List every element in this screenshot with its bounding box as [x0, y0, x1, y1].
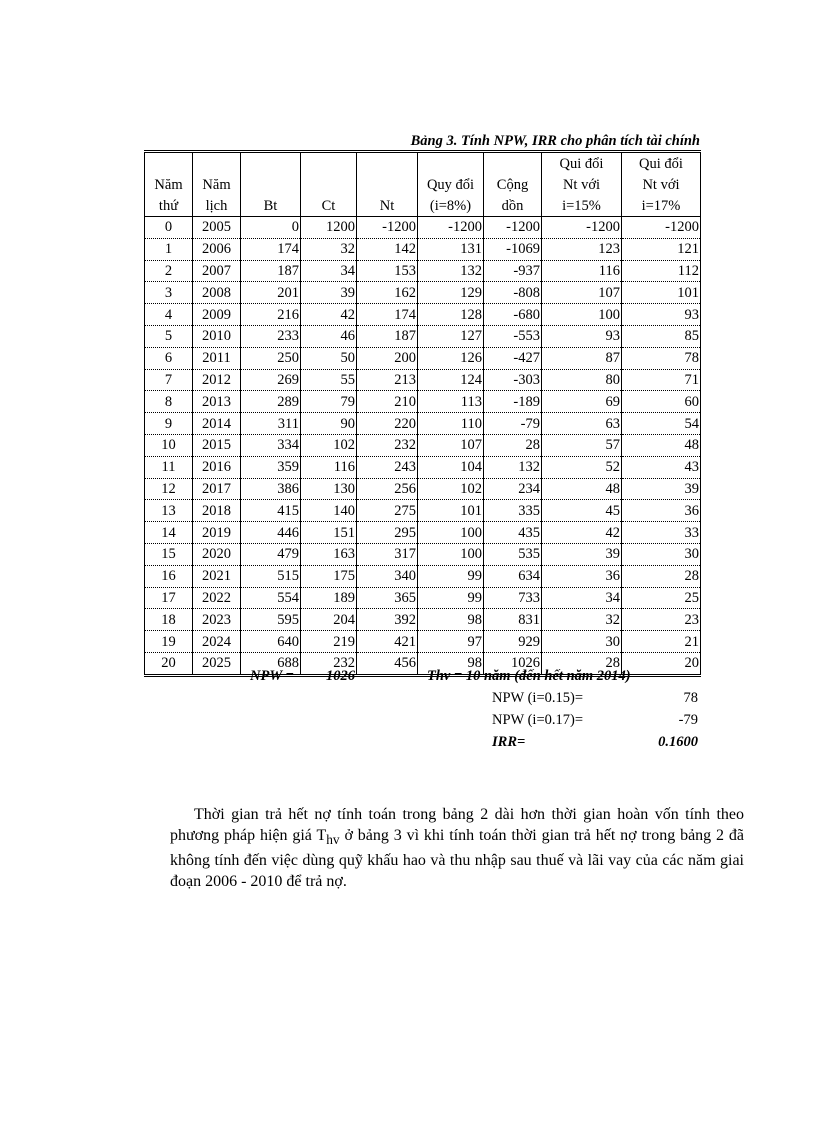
- table-cell: 128: [418, 304, 484, 326]
- table-row: [145, 282, 701, 304]
- table-row: [145, 631, 701, 653]
- table-cell: -303: [484, 369, 542, 391]
- table-cell: -189: [484, 391, 542, 413]
- table-cell: 43: [622, 456, 701, 478]
- table-cell: 14: [145, 522, 193, 544]
- table-cell: 359: [241, 456, 301, 478]
- table-cell: 2017: [193, 478, 241, 500]
- table-cell: 93: [622, 304, 701, 326]
- table-cell: 98: [418, 609, 484, 631]
- table-cell: 13: [145, 500, 193, 522]
- table-cell: 131: [418, 238, 484, 260]
- body-paragraph: [170, 804, 744, 892]
- table-cell: 2005: [193, 217, 241, 239]
- npw-17-label: NPW (i=0.17)=: [492, 712, 584, 728]
- table-cell: 107: [542, 282, 622, 304]
- table-cell: 174: [241, 238, 301, 260]
- table-cell: 100: [542, 304, 622, 326]
- table-cell: 515: [241, 565, 301, 587]
- header-nam-thu-line1: Năm: [145, 174, 193, 195]
- table-cell: 85: [622, 325, 701, 347]
- table-cell: 15: [145, 543, 193, 565]
- table-cell: 250: [241, 347, 301, 369]
- table-cell: 634: [484, 565, 542, 587]
- table-cell: 80: [542, 369, 622, 391]
- table-cell: -553: [484, 325, 542, 347]
- table-cell: 595: [241, 609, 301, 631]
- table-cell: 102: [301, 434, 357, 456]
- table-cell: 93: [542, 325, 622, 347]
- table-cell: 153: [357, 260, 418, 282]
- table-cell: -1069: [484, 238, 542, 260]
- table-cell: 48: [542, 478, 622, 500]
- header-quy-doi-line2: (i=8%): [418, 195, 484, 217]
- table-row: [145, 238, 701, 260]
- table-cell: 2010: [193, 325, 241, 347]
- table-cell: 107: [418, 434, 484, 456]
- table-cell: 112: [622, 260, 701, 282]
- table-cell: 21: [622, 631, 701, 653]
- header-qui-doi-15-line2: Nt với: [542, 174, 622, 195]
- table-cell: 929: [484, 631, 542, 653]
- table-cell: 113: [418, 391, 484, 413]
- table-cell: 256: [357, 478, 418, 500]
- table-cell: 2011: [193, 347, 241, 369]
- table-cell: 50: [301, 347, 357, 369]
- table-cell: 30: [622, 543, 701, 565]
- table-cell: 45: [542, 500, 622, 522]
- table-row: [145, 456, 701, 478]
- table-cell: 6: [145, 347, 193, 369]
- table-cell: 216: [241, 304, 301, 326]
- npw-15-value: 78: [683, 690, 698, 706]
- table-cell: 16: [145, 565, 193, 587]
- table-cell: 2023: [193, 609, 241, 631]
- table-cell: 2016: [193, 456, 241, 478]
- table-cell: 79: [301, 391, 357, 413]
- header-quy-doi-line1: Quy đổi: [418, 174, 484, 195]
- table-row: [145, 565, 701, 587]
- table-cell: 12: [145, 478, 193, 500]
- header-nam-lich-line2: lịch: [193, 195, 241, 217]
- table-cell: 2009: [193, 304, 241, 326]
- table-cell: 2015: [193, 434, 241, 456]
- table-cell: 20: [622, 652, 701, 675]
- table-cell: 2013: [193, 391, 241, 413]
- table-cell: 23: [622, 609, 701, 631]
- table-cell: 100: [418, 522, 484, 544]
- table-cell: 102: [418, 478, 484, 500]
- table-cell: 116: [301, 456, 357, 478]
- table-cell: 34: [301, 260, 357, 282]
- table-cell: 0: [145, 217, 193, 239]
- table-cell: 71: [622, 369, 701, 391]
- table-cell: 456: [357, 652, 418, 675]
- table-cell: 2021: [193, 565, 241, 587]
- header-qui-doi-17-line1: Qui đổi: [622, 152, 701, 175]
- table-cell: 415: [241, 500, 301, 522]
- table-cell: -1200: [357, 217, 418, 239]
- table-cell: 36: [622, 500, 701, 522]
- table-cell: 28: [622, 565, 701, 587]
- payback-period: Thv = 10 năm (đến hết năm 2014): [427, 668, 631, 684]
- table-cell: 2022: [193, 587, 241, 609]
- table-cell: 33: [622, 522, 701, 544]
- table-cell: 36: [542, 565, 622, 587]
- table-cell: 32: [301, 238, 357, 260]
- table-cell: 28: [542, 652, 622, 675]
- table-cell: 63: [542, 413, 622, 435]
- table-cell: 219: [301, 631, 357, 653]
- table-row: [145, 217, 701, 239]
- table-cell: 446: [241, 522, 301, 544]
- header-nt: Nt: [357, 195, 418, 217]
- table-cell: 69: [542, 391, 622, 413]
- table-cell: 163: [301, 543, 357, 565]
- table-cell: 39: [301, 282, 357, 304]
- table-row: [145, 609, 701, 631]
- table-row: [145, 434, 701, 456]
- table-cell: 34: [542, 587, 622, 609]
- header-cong-don-line1: Cộng: [484, 174, 542, 195]
- table-cell: 174: [357, 304, 418, 326]
- table-row: [145, 260, 701, 282]
- table-cell: 129: [418, 282, 484, 304]
- table-cell: 187: [241, 260, 301, 282]
- table-cell: 2018: [193, 500, 241, 522]
- table-cell: 831: [484, 609, 542, 631]
- table-cell: 1026: [484, 652, 542, 675]
- irr-label: IRR=: [492, 734, 526, 750]
- table-cell: 2014: [193, 413, 241, 435]
- table-cell: 30: [542, 631, 622, 653]
- table-cell: 201: [241, 282, 301, 304]
- header-bt: Bt: [241, 195, 301, 217]
- npw-label: NPW =: [250, 668, 294, 684]
- npw-15-label: NPW (i=0.15)=: [492, 690, 584, 706]
- table-cell: 162: [357, 282, 418, 304]
- table-cell: 335: [484, 500, 542, 522]
- table-cell: 233: [241, 325, 301, 347]
- table-cell: 48: [622, 434, 701, 456]
- table-cell: 2008: [193, 282, 241, 304]
- table-cell: 7: [145, 369, 193, 391]
- table-cell: 435: [484, 522, 542, 544]
- table-cell: 2024: [193, 631, 241, 653]
- table-cell: 99: [418, 565, 484, 587]
- table-cell: 232: [357, 434, 418, 456]
- table-cell: -680: [484, 304, 542, 326]
- table-cell: 2006: [193, 238, 241, 260]
- table-cell: 54: [622, 413, 701, 435]
- paragraph-subscript: hv: [326, 832, 340, 848]
- table-cell: -79: [484, 413, 542, 435]
- table-cell: 52: [542, 456, 622, 478]
- table-row: [145, 304, 701, 326]
- table-cell: -808: [484, 282, 542, 304]
- table-cell: 479: [241, 543, 301, 565]
- table-cell: 78: [622, 347, 701, 369]
- table-cell: 2025: [193, 652, 241, 675]
- table-cell: 130: [301, 478, 357, 500]
- table-cell: 640: [241, 631, 301, 653]
- table-cell: -427: [484, 347, 542, 369]
- table-row: [145, 543, 701, 565]
- table-cell: -1200: [622, 217, 701, 239]
- table-cell: 121: [622, 238, 701, 260]
- npw-17-value: -79: [678, 712, 698, 728]
- table-cell: 311: [241, 413, 301, 435]
- table-cell: 87: [542, 347, 622, 369]
- table-row: [145, 347, 701, 369]
- table-cell: 0: [241, 217, 301, 239]
- irr-value: 0.1600: [658, 734, 698, 750]
- table-row: [145, 522, 701, 544]
- table-cell: 101: [622, 282, 701, 304]
- table-cell: 19: [145, 631, 193, 653]
- header-nam-thu-line2: thứ: [145, 195, 193, 217]
- paragraph-part1: Thời gian trả hết nợ tính toán trong bảng 2 dài hơn thời gian hoàn vốn tính theo phương pháp hiện giá T: [170, 806, 744, 844]
- table-cell: 234: [484, 478, 542, 500]
- table-cell: 127: [418, 325, 484, 347]
- table-cell: 733: [484, 587, 542, 609]
- table-cell: 4: [145, 304, 193, 326]
- table-cell: 175: [301, 565, 357, 587]
- table-caption: Bảng 3. Tính NPW, IRR cho phân tích tài chính: [410, 133, 700, 149]
- table-cell: 60: [622, 391, 701, 413]
- table-cell: 289: [241, 391, 301, 413]
- table-row: [145, 391, 701, 413]
- header-ct: Ct: [301, 195, 357, 217]
- table-cell: 340: [357, 565, 418, 587]
- table-cell: 9: [145, 413, 193, 435]
- table-cell: 98: [418, 652, 484, 675]
- table-cell: 189: [301, 587, 357, 609]
- table-cell: 2: [145, 260, 193, 282]
- table-cell: -1200: [484, 217, 542, 239]
- table-cell: 8: [145, 391, 193, 413]
- table-cell: 365: [357, 587, 418, 609]
- table-cell: -1200: [418, 217, 484, 239]
- table-row: [145, 325, 701, 347]
- table-cell: 688: [241, 652, 301, 675]
- table-row: [145, 500, 701, 522]
- paragraph-part2: ở bảng 3 vì khi tính toán thời gian trả hết nợ trong bảng 2 đã không tính đến việc dùng quỹ khấu hao và thu nhập sau thuế và lãi vay của các năm giai đoạn 2006 - 2010 để trả nợ.: [170, 827, 745, 891]
- table-cell: 213: [357, 369, 418, 391]
- header-qui-doi-15-line1: Qui đổi: [542, 152, 622, 175]
- table-cell: 11: [145, 456, 193, 478]
- header-qui-doi-15-line3: i=15%: [542, 195, 622, 217]
- table-cell: 2020: [193, 543, 241, 565]
- table-cell: 334: [241, 434, 301, 456]
- npw-value: 1026: [326, 668, 355, 684]
- table-cell: 55: [301, 369, 357, 391]
- table-cell: 46: [301, 325, 357, 347]
- table-cell: 151: [301, 522, 357, 544]
- table-cell: 57: [542, 434, 622, 456]
- header-nam-lich-line1: Năm: [193, 174, 241, 195]
- table-cell: 126: [418, 347, 484, 369]
- table-cell: 99: [418, 587, 484, 609]
- table-cell: 275: [357, 500, 418, 522]
- table-cell: 97: [418, 631, 484, 653]
- header-cong-don-line2: dồn: [484, 195, 542, 217]
- table-cell: 42: [301, 304, 357, 326]
- table-cell: 2019: [193, 522, 241, 544]
- table-cell: 17: [145, 587, 193, 609]
- table-row: [145, 369, 701, 391]
- table-cell: 20: [145, 652, 193, 675]
- table-cell: -1200: [542, 217, 622, 239]
- table-cell: 295: [357, 522, 418, 544]
- table-cell: 32: [542, 609, 622, 631]
- table-cell: 421: [357, 631, 418, 653]
- table-cell: 90: [301, 413, 357, 435]
- table-cell: 25: [622, 587, 701, 609]
- table-cell: 10: [145, 434, 193, 456]
- table-cell: 535: [484, 543, 542, 565]
- table-cell: 124: [418, 369, 484, 391]
- table-cell: 392: [357, 609, 418, 631]
- table-cell: 269: [241, 369, 301, 391]
- table-cell: 100: [418, 543, 484, 565]
- table-cell: 210: [357, 391, 418, 413]
- table-cell: 18: [145, 609, 193, 631]
- table-cell: 104: [418, 456, 484, 478]
- table-cell: 39: [542, 543, 622, 565]
- table-cell: 232: [301, 652, 357, 675]
- table-cell: 110: [418, 413, 484, 435]
- table-body: [145, 217, 701, 676]
- table-cell: 2007: [193, 260, 241, 282]
- table-cell: 204: [301, 609, 357, 631]
- table-cell: -937: [484, 260, 542, 282]
- table-cell: 123: [542, 238, 622, 260]
- table-cell: 1200: [301, 217, 357, 239]
- table-cell: 1: [145, 238, 193, 260]
- table-cell: 142: [357, 238, 418, 260]
- table-cell: 42: [542, 522, 622, 544]
- table-cell: 101: [418, 500, 484, 522]
- table-cell: 39: [622, 478, 701, 500]
- table-cell: 3: [145, 282, 193, 304]
- table-cell: 116: [542, 260, 622, 282]
- table-cell: 132: [418, 260, 484, 282]
- table-cell: 220: [357, 413, 418, 435]
- table-row: [145, 587, 701, 609]
- financial-analysis-table: [144, 150, 701, 677]
- header-qui-doi-17-line2: Nt với: [622, 174, 701, 195]
- table-cell: 200: [357, 347, 418, 369]
- table-cell: 132: [484, 456, 542, 478]
- table-row: [145, 413, 701, 435]
- table-cell: 554: [241, 587, 301, 609]
- table-cell: 140: [301, 500, 357, 522]
- table-cell: 317: [357, 543, 418, 565]
- table-cell: 243: [357, 456, 418, 478]
- table-row: [145, 478, 701, 500]
- table-cell: 386: [241, 478, 301, 500]
- table-cell: 2012: [193, 369, 241, 391]
- table-cell: 28: [484, 434, 542, 456]
- table-cell: 187: [357, 325, 418, 347]
- header-qui-doi-17-line3: i=17%: [622, 195, 701, 217]
- table-cell: 5: [145, 325, 193, 347]
